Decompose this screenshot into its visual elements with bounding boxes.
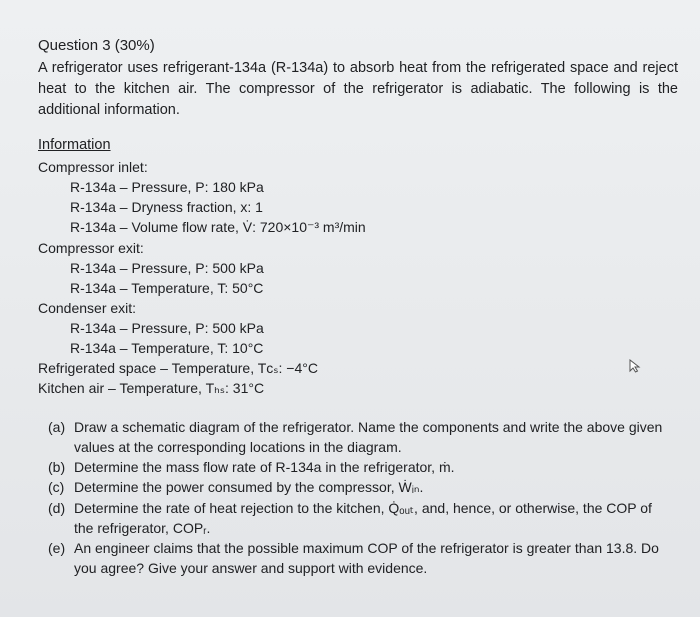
info-inlet-volume-flow: R-134a – Volume flow rate, V̇: 720×10⁻³ m³/min (70, 219, 366, 235)
part-d-text: Determine the rate of heat rejection to the kitchen, Q̇ₒᵤₜ, and, hence, or otherwise, the COP of the refrigerator, COPᵣ. (74, 500, 652, 536)
question-title: Question 3 (30%) (38, 37, 155, 54)
question-intro: A refrigerator uses refrigerant-134a (R-134a) to absorb heat from the refrigerated space and reject heat to the kitchen air. The compressor of the refrigerator is adiabatic. The following is the additional information. (38, 60, 678, 118)
part-e-text: An engineer claims that the possible maximum COP of the refrigerator is greater than 13.8. Do you agree? Give your answer and support with evidence. (74, 540, 659, 576)
part-c-label: (c) (48, 479, 65, 495)
info-compressor-exit: Compressor exit: (38, 240, 144, 256)
part-e-label: (e) (48, 540, 66, 556)
info-refrigerated-space: Refrigerated space – Temperature, Tᴄₛ: −4°C (38, 360, 318, 376)
information-heading: Information (38, 137, 111, 153)
info-condenser-pressure: R-134a – Pressure, P: 500 kPa (70, 320, 264, 336)
info-kitchen-air: Kitchen air – Temperature, Tₕₛ: 31°C (38, 380, 265, 396)
part-b (48, 458, 673, 478)
info-condenser-temperature: R-134a – Temperature, T: 10°C (70, 340, 264, 356)
info-condenser-exit: Condenser exit: (38, 300, 137, 316)
mouse-pointer-icon (629, 359, 643, 373)
part-a-label: (a) (48, 419, 66, 435)
part-b-label: (b) (48, 459, 66, 475)
part-e (48, 539, 673, 578)
part-d-label: (d) (48, 500, 66, 516)
part-a (48, 418, 673, 457)
info-exit-temperature: R-134a – Temperature, T: 50°C (70, 280, 264, 296)
part-d (48, 499, 673, 538)
part-b-text: Determine the mass flow rate of R-134a in the refrigerator, ṁ. (74, 459, 455, 475)
part-a-text: Draw a schematic diagram of the refrigerator. Name the components and write the above given values at the corresponding locations in the diagram. (74, 419, 663, 455)
info-compressor-inlet: Compressor inlet: (38, 159, 148, 175)
part-c (48, 478, 673, 498)
info-inlet-dryness: R-134a – Dryness fraction, x: 1 (70, 199, 263, 215)
part-c-text: Determine the power consumed by the compressor, Ẇᵢₙ. (74, 479, 424, 495)
info-exit-pressure: R-134a – Pressure, P: 500 kPa (70, 260, 264, 276)
info-inlet-pressure: R-134a – Pressure, P: 180 kPa (70, 179, 264, 195)
